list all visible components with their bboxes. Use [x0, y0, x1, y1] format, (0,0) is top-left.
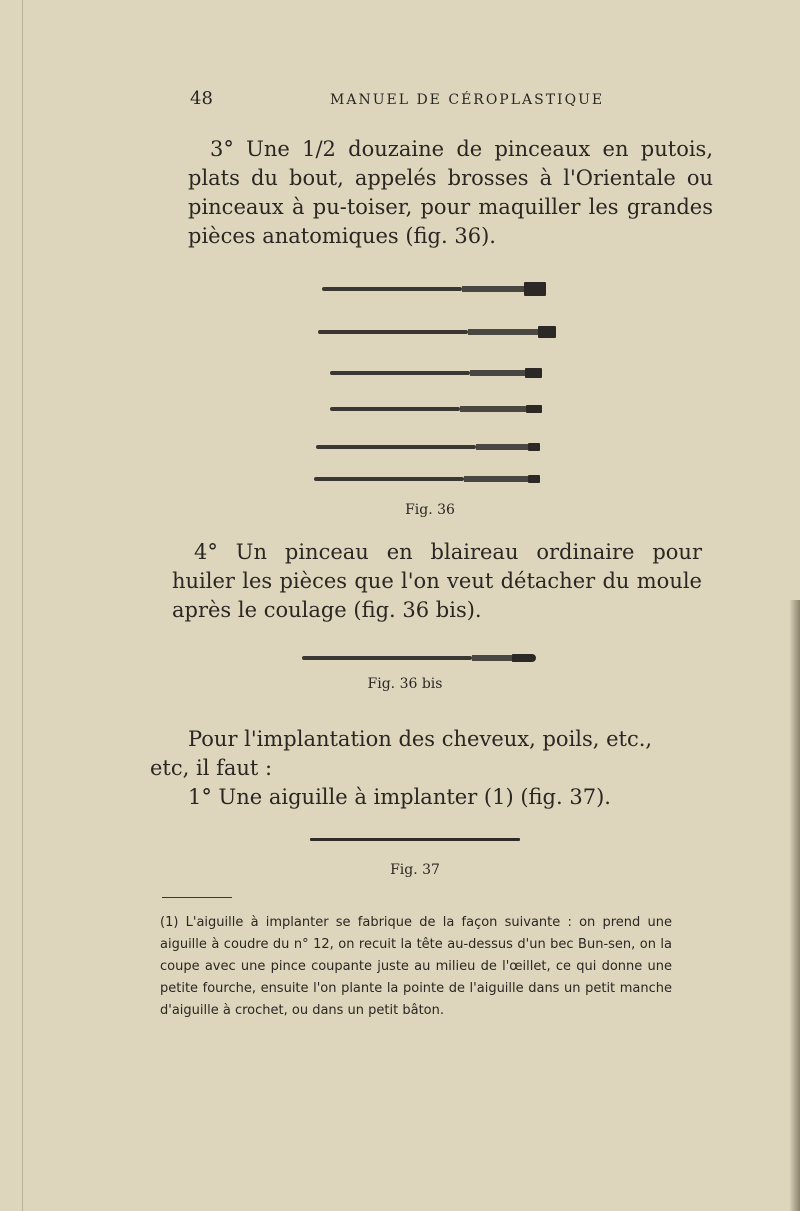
brush-illustration-36-bis: [302, 655, 536, 661]
brush-illustration-4: [330, 406, 542, 412]
brush-illustration-3: [330, 370, 542, 376]
paragraph-brushes: [188, 135, 713, 251]
page-number: 48: [190, 88, 213, 109]
page-edge-left: [22, 0, 23, 1211]
paragraph-text: 4° Un pinceau en blaireau ordinaire pour huiler les pièces que l'on veut détacher du moule après le coulage (fig. 36 bis).: [172, 540, 702, 622]
page-header: [0, 88, 800, 118]
footnote: (1) L'aiguille à implanter se fabrique de la façon suivante : on prend une aiguille à coudre du n° 12, on recuit la tête au-dessus d'un bec Bun-sen, on la coupe avec une pince coupante juste au milieu de l'œillet, ce qui donne une petite fourche, ensuite l'on plante la pointe de l'aiguille dans un petit manche d'aiguille à crochet, ou dans un petit bâton.: [160, 915, 672, 1018]
running-title: MANUEL DE CÉROPLASTIQUE: [330, 92, 605, 108]
paragraph-text: 3° Une 1/2 douzaine de pinceaux en putois, plats du bout, appelés brosses à l'Orientale ou pinceaux à pu-toiser, pour maquiller les grandes pièces anatomiques (fig. 36).: [188, 137, 713, 248]
page-edge-right: [790, 600, 800, 1211]
footnote-divider: [162, 897, 232, 898]
brush-illustration-5: [316, 444, 540, 450]
caption-fig-36-bis: Fig. 36 bis: [367, 676, 443, 692]
paragraph-badger-brush: [172, 538, 702, 625]
paragraph-implantation: [150, 725, 690, 783]
caption-fig-36: Fig. 36: [405, 502, 455, 518]
brush-illustration-6: [314, 476, 540, 482]
paragraph-needle: 1° Une aiguille à implanter (1) (fig. 37).: [188, 785, 611, 809]
caption-fig-37: Fig. 37: [390, 862, 440, 878]
paragraph-text: Pour l'implantation des cheveux, poils, etc., etc, il faut :: [150, 727, 653, 780]
brush-illustration-2: [318, 329, 556, 335]
needle-illustration: [310, 838, 520, 841]
brush-illustration-1: [322, 286, 546, 292]
